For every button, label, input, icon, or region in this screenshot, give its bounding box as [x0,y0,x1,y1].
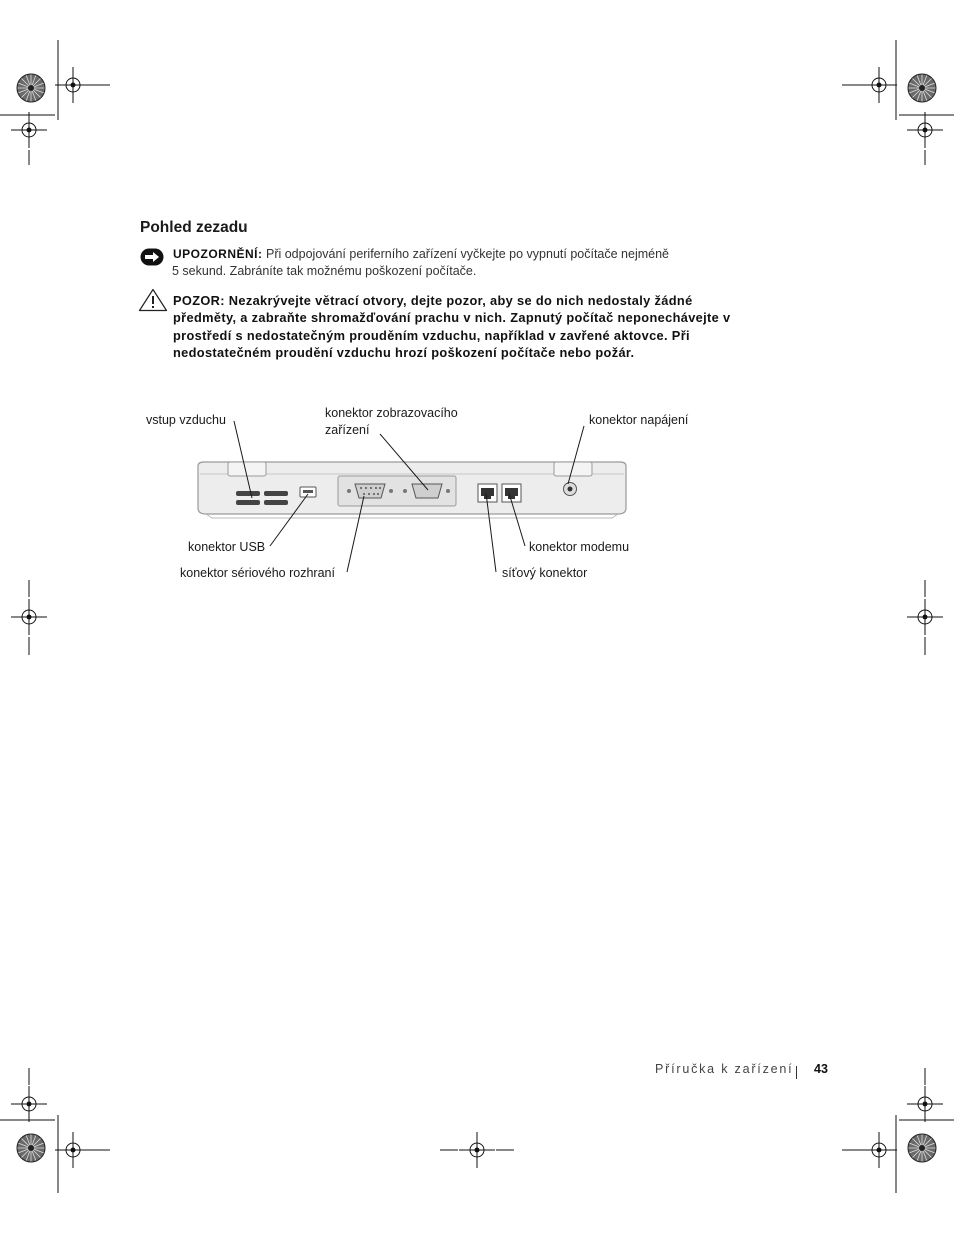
hinge-left [228,462,266,476]
callout-display-connector-line1: konektor zobrazovacího [325,406,458,420]
display-port [412,484,442,498]
registration-crosshair-icon [55,1132,91,1168]
callout-air-intake: vstup vzduchu [146,413,226,427]
registration-star-icon [908,74,936,102]
serial-port [355,484,385,498]
callout-modem-connector: konektor modemu [529,540,630,554]
registration-crosshair-icon [11,599,47,635]
registration-star-icon [908,1134,936,1162]
warning-triangle-icon [138,288,168,312]
registration-crosshair-icon [907,1086,943,1122]
registration-crosshair-icon [861,67,897,103]
registration-star-icon [17,1134,45,1162]
registration-star-icon [17,74,45,102]
footer-label: Příručka k zařízení [655,1062,794,1076]
registration-crosshair-icon [459,1132,495,1168]
caution-body: Nezakrývejte větrací otvory, dejte pozor, aby se do nich nedostaly žádné předměty, a zabraňte shromažďování prachu v nich. Zapnutý počítač neponechávejte v prostředí s nedostatečným prouděním vzduchu, například v zavřené aktovce. Při nedostatečném proudění vzduchu hrozí poškození počítače nebo požár. [173,293,731,361]
callout-serial-connector: konektor sériového rozhraní [180,566,335,580]
section-title: Pohled zezadu [140,219,248,236]
page-number: 43 [814,1062,828,1076]
callout-network-connector: síťový konektor [502,566,588,580]
registration-crosshair-icon [907,599,943,635]
notice-text [173,246,733,280]
notice-label: UPOZORNĚNÍ: [173,247,263,261]
registration-crosshair-icon [861,1132,897,1168]
registration-crosshair-icon [11,112,47,148]
registration-crosshair-icon [907,112,943,148]
registration-crosshair-icon [55,67,91,103]
notice-text-line2: 5 sekund. Zabráníte tak možnému poškození počítače. [172,264,477,278]
registration-crosshair-icon [11,1086,47,1122]
laptop-rear-figure [0,400,954,600]
footer-separator [796,1066,797,1079]
callout-usb-connector: konektor USB [188,540,266,554]
notice-text-line1: Při odpojování periferního zařízení vyčkejte po vypnutí počítače nejméně [265,247,669,261]
callout-display-connector-line2: zařízení [325,423,370,437]
notice-arrow-icon [140,248,164,266]
caution-label: POZOR: [173,293,225,308]
caution-text [173,292,733,362]
callout-power-connector: konektor napájení [589,413,689,427]
